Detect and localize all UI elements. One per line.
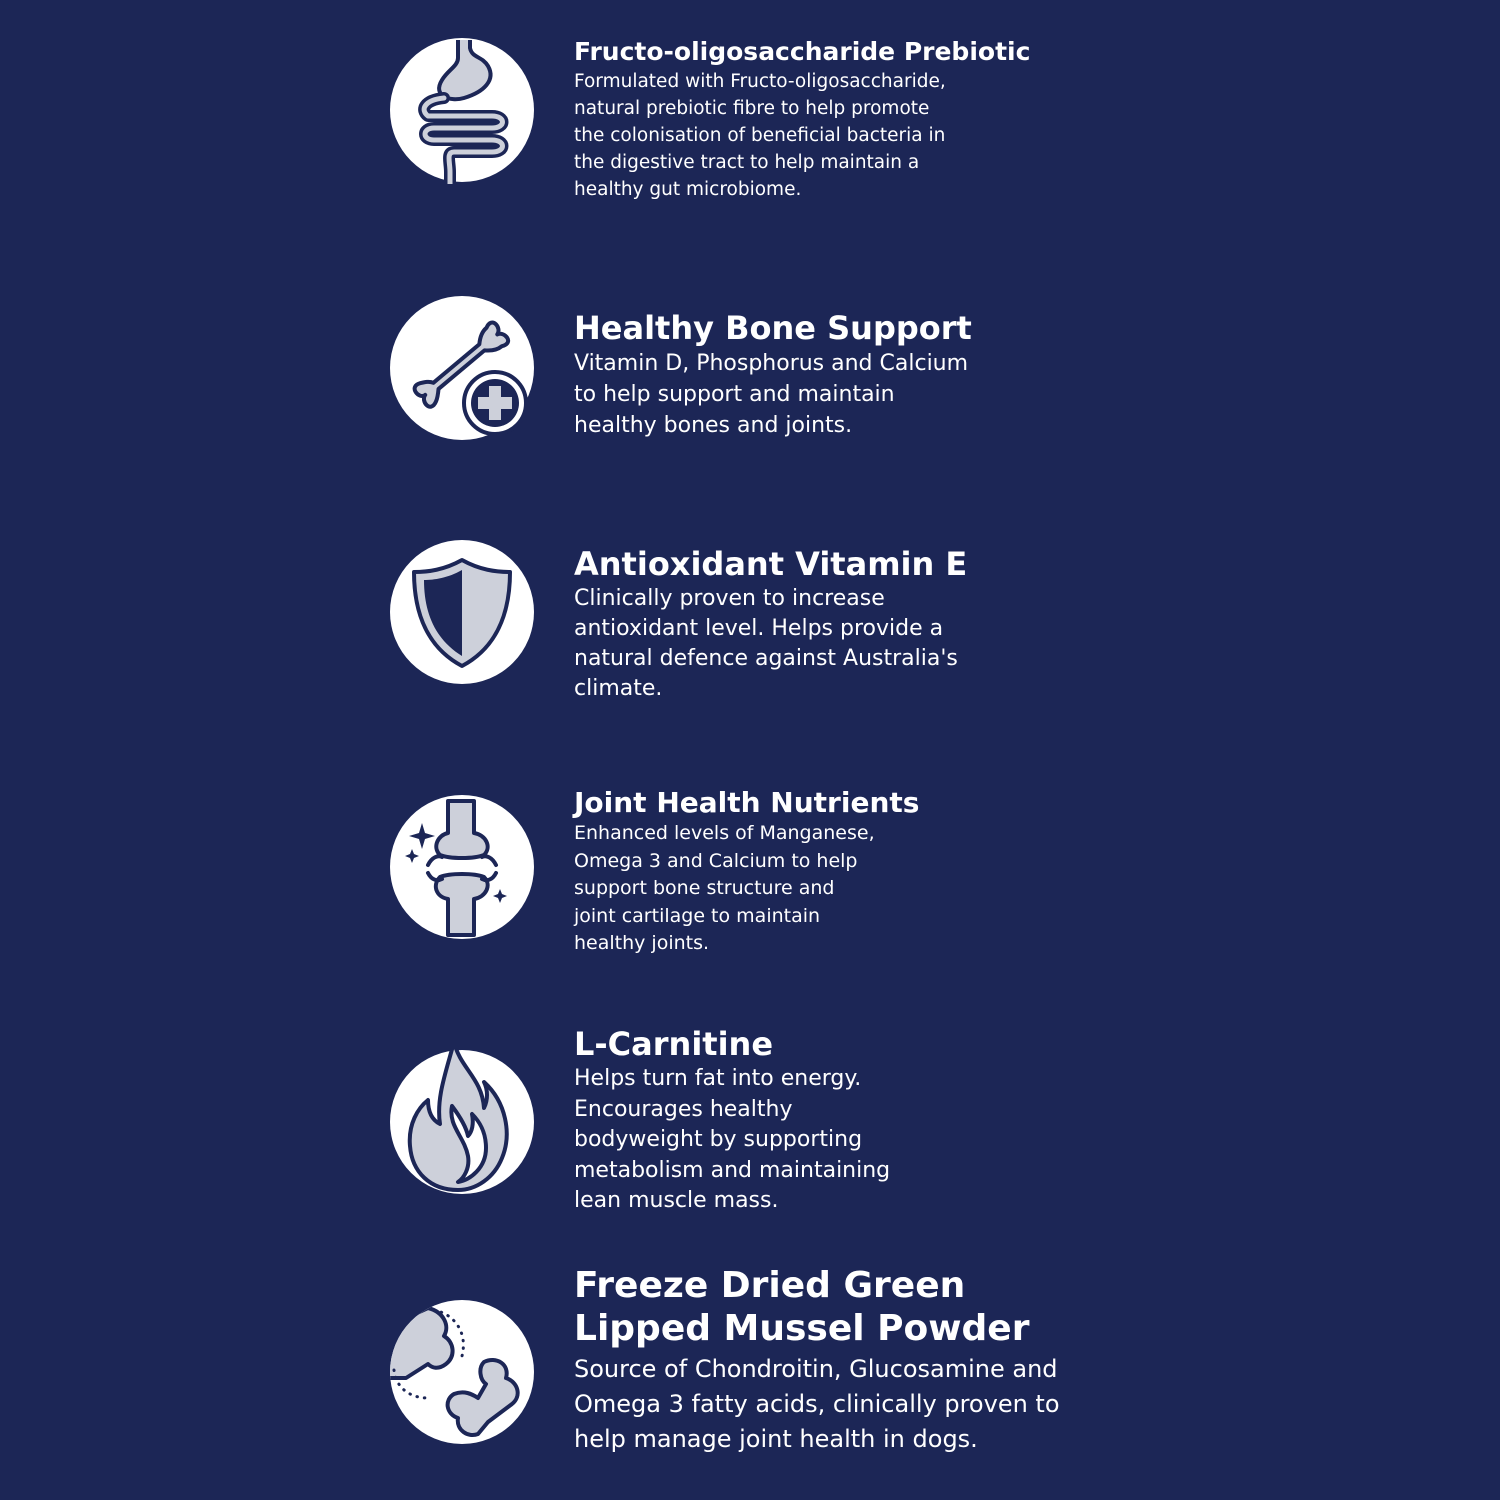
description-line: help manage joint health in dogs. — [574, 1425, 978, 1453]
shield-icon — [388, 538, 536, 686]
description-line: joint cartilage to maintain — [574, 904, 821, 927]
feature-text — [574, 36, 1030, 203]
description-line: Omega 3 and Calcium to help — [574, 849, 858, 872]
description-line: healthy gut microbiome. — [574, 179, 802, 200]
feature-description — [574, 1064, 890, 1217]
feature-text — [574, 786, 919, 958]
feature-title: Antioxidant Vitamin E — [574, 545, 968, 583]
joint-bones-icon — [388, 1298, 536, 1446]
description-line: bodyweight by supporting — [574, 1127, 863, 1152]
title-line: Lipped Mussel Powder — [574, 1308, 1030, 1349]
description-line: natural defence against Australia's — [574, 646, 958, 671]
bone-plus-icon — [388, 294, 536, 442]
feature-description — [574, 68, 1030, 203]
description-line: Omega 3 fatty acids, clinically proven to — [574, 1390, 1060, 1418]
feature-title — [574, 1264, 1060, 1350]
feature-title: Fructo-oligosaccharide Prebiotic — [574, 37, 1031, 66]
digestive-tract-icon — [388, 36, 536, 184]
feature-title: Joint Health Nutrients — [574, 786, 920, 819]
feature-text — [574, 1024, 890, 1217]
description-line: Source of Chondroitin, Glucosamine and — [574, 1355, 1058, 1383]
description-line: the colonisation of beneficial bacteria in — [574, 125, 946, 146]
flame-icon — [388, 1048, 536, 1196]
description-line: Enhanced levels of Manganese, — [574, 822, 875, 844]
feature-description — [574, 1352, 1060, 1457]
description-line: support bone structure and — [574, 877, 835, 899]
description-line: lean muscle mass. — [574, 1188, 779, 1213]
feature-title: Healthy Bone Support — [574, 309, 972, 347]
description-line: healthy bones and joints. — [574, 413, 853, 438]
description-line: climate. — [574, 676, 663, 701]
description-line: healthy joints. — [574, 932, 710, 954]
description-line: metabolism and maintaining — [574, 1157, 891, 1183]
feature-title: L-Carnitine — [574, 1025, 774, 1063]
description-line: the digestive tract to help maintain a — [574, 152, 920, 173]
feature-text — [574, 1264, 1060, 1457]
joint-icon — [388, 793, 536, 941]
feature-description — [574, 584, 967, 704]
description-line: Encourages healthy — [574, 1096, 793, 1122]
description-line: to help support and maintain — [574, 382, 895, 407]
description-line: Formulated with Fructo-oligosaccharide, — [574, 71, 946, 92]
description-line: Helps turn fat into energy. — [574, 1066, 862, 1091]
feature-text — [574, 544, 967, 704]
title-line: Freeze Dried Green — [574, 1265, 966, 1306]
feature-text — [574, 308, 972, 441]
feature-description — [574, 820, 919, 958]
feature-description — [574, 348, 972, 441]
description-line: natural prebiotic fibre to help promote — [574, 98, 930, 119]
description-line: Clinically proven to increase — [574, 586, 885, 611]
description-line: Vitamin D, Phosphorus and Calcium — [574, 351, 969, 376]
description-line: antioxidant level. Helps provide a — [574, 616, 944, 641]
